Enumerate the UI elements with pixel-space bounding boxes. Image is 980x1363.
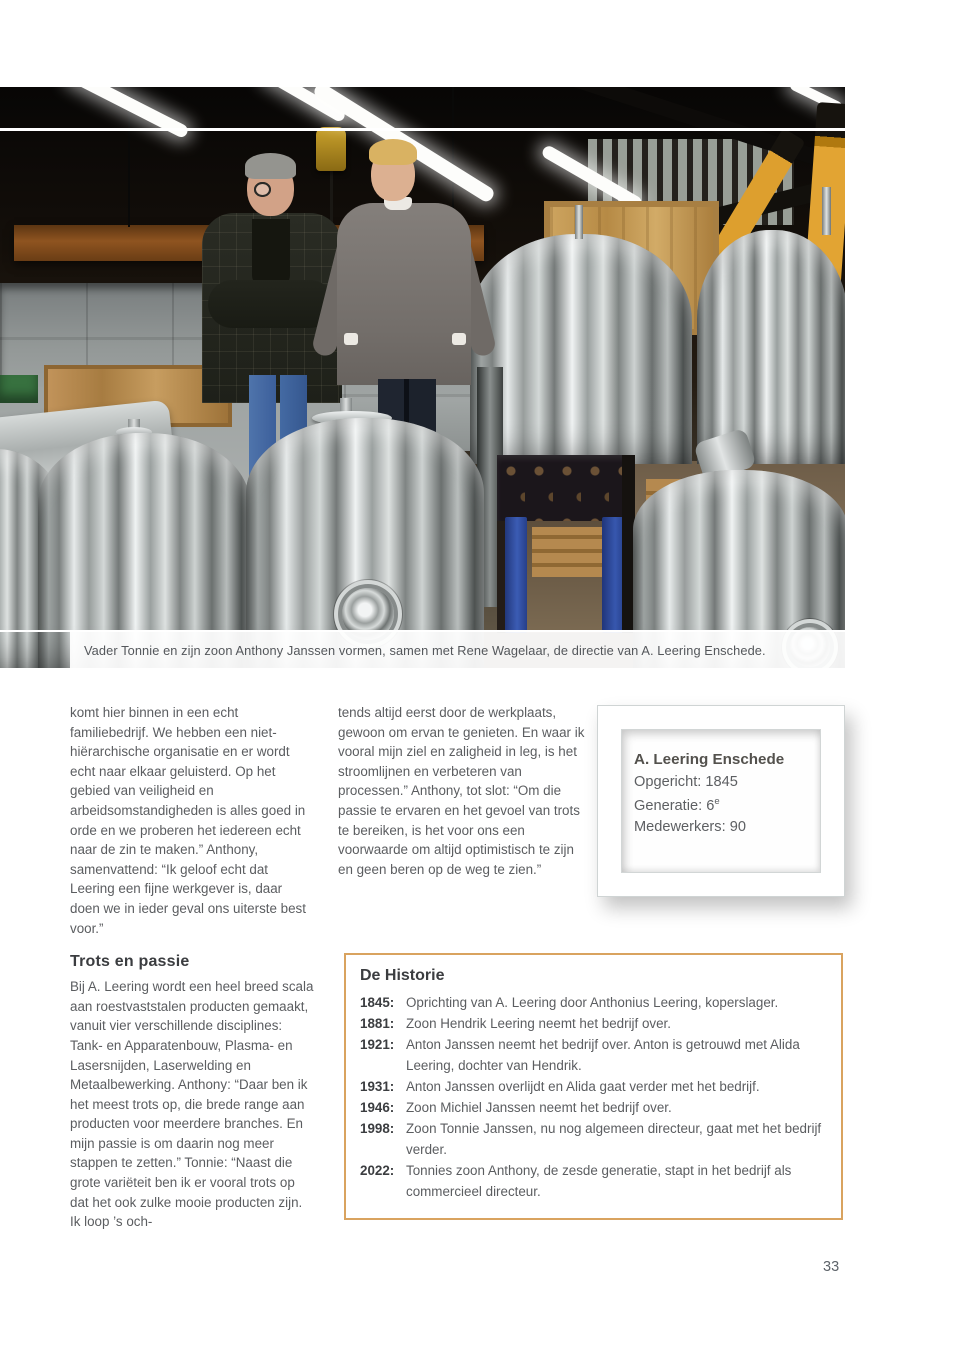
company-facts — [634, 750, 814, 837]
history-year: 1845: — [360, 995, 395, 1010]
history-entry — [360, 1160, 827, 1202]
eyeglasses — [254, 182, 288, 194]
gray-hair — [245, 153, 296, 179]
company-founded: Opgericht: 1845 — [634, 773, 738, 790]
crane-hook-block — [316, 127, 346, 171]
shirt-cuff — [344, 333, 358, 345]
article-paragraph: Bij A. Leering wordt een heel breed scala aan roestvaststalen producten gemaakt, vanuit vier verschillende disciplines: Tank- en Apparatenbouw, Plasma- en Lasersnijden, Laserwelding en Metaalbewerking. Anthony: “Daar ben ik het meest trots op, die brede range aan producten voor meerdere branches. En mijn passie is om daarin nog meer stappen te zetten.” Tonnie: “Naast die grote variëteit ben ik er vooral trots op dat het ook zulke mooie producten zijn. Ik loop ’s och- — [70, 979, 314, 1230]
photo-caption-bar — [70, 632, 845, 668]
history-entry — [360, 1097, 827, 1118]
history-text: Anton Janssen neemt het bedrijf over. Anton is getrouwd met Alida Leering, dochter van Hendrik. — [406, 1037, 800, 1073]
history-text: Zoon Michiel Janssen neemt het bedrijf over. — [406, 1100, 672, 1115]
history-year: 1946: — [360, 1100, 395, 1115]
history-entry — [360, 1013, 827, 1034]
blue-table-leg — [505, 517, 527, 633]
tank-nozzle — [575, 205, 583, 239]
welding-table — [497, 455, 634, 521]
director-anthony-figure — [337, 203, 471, 385]
tank-nozzle — [822, 187, 831, 235]
history-box — [344, 953, 843, 1220]
history-text: Zoon Tonnie Janssen, nu nog algemeen directeur, gaat met het bedrijf verder. — [406, 1121, 822, 1157]
company-generation — [634, 792, 814, 816]
company-fact-frame — [597, 705, 845, 897]
green-machine — [0, 375, 38, 403]
article-column-middle — [338, 703, 587, 879]
history-entry — [360, 1034, 827, 1076]
decorative-white-line — [0, 128, 845, 131]
article-paragraph: komt hier binnen in een echt familiebedrijf. We hebben een niet-hiërarchische organisatie en er wordt echt naar elkaar geluisterd. Op het gebied van veiligheid en arbeidsomstandigheden is alles goed in orde en we proberen het iedereen echt naar de zin te maken.” Anthony, samenvattend: “Ik geloof echt dat Leering een fijne werkgever is, daar doen we in ieder geval ons uiterste best voor.” — [70, 705, 306, 936]
company-name: A. Leering Enschede — [634, 751, 785, 768]
history-text: Oprichting van A. Leering door Anthonius Leering, koperslager. — [406, 995, 779, 1010]
history-year: 1921: — [360, 1037, 395, 1052]
history-entry — [360, 992, 827, 1013]
blond-hair — [369, 139, 417, 165]
hanging-cable — [452, 87, 454, 225]
company-employees: Medewerkers: 90 — [634, 818, 746, 835]
history-text: Tonnies zoon Anthony, de zesde generatie, stapt in het bedrijf als commercieel directeur. — [406, 1163, 792, 1199]
history-year: 1998: — [360, 1121, 395, 1136]
steel-tank — [470, 234, 692, 464]
hero-photo — [0, 87, 845, 668]
history-year: 2022: — [360, 1163, 395, 1178]
history-year: 1931: — [360, 1079, 395, 1094]
history-entry — [360, 1076, 827, 1097]
article-paragraph: tends altijd eerst door de werkplaats, gewoon om ervan te genieten. En waar ik vooral mijn ziel en zaligheid in leg, is het stroomlijnen en verbeteren van processen.” Anthony, tot slot: “Om die passie te ervaren en het gevoel van trots te bereiken, is het voor ons een voorwaarde om altijd optimistisch te zijn en geen beren op de weg te zien.” — [338, 705, 585, 877]
section-heading: Trots en passie — [70, 953, 190, 971]
page-number: 33 — [823, 1259, 840, 1275]
history-text: Zoon Hendrik Leering neemt het bedrijf over. — [406, 1016, 671, 1031]
generation-superscript: e — [714, 796, 720, 808]
shirt-cuff — [452, 333, 466, 345]
frame-opening — [621, 729, 821, 873]
history-year: 1881: — [360, 1016, 395, 1031]
crossed-arms — [208, 280, 334, 328]
history-entry — [360, 1118, 827, 1160]
steel-tank — [697, 230, 845, 464]
history-text: Anton Janssen overlijdt en Alida gaat verder met het bedrijf. — [406, 1079, 760, 1094]
history-title: De Historie — [360, 967, 445, 984]
article-column-left — [70, 703, 315, 1232]
dark-shirt — [252, 219, 290, 289]
photo-caption-text: Vader Tonnie en zijn zoon Anthony Janssen vormen, samen met Rene Wagelaar, de directie van A. Leering Enschede. — [84, 642, 766, 658]
generation-text: Generatie: 6 — [634, 798, 715, 815]
